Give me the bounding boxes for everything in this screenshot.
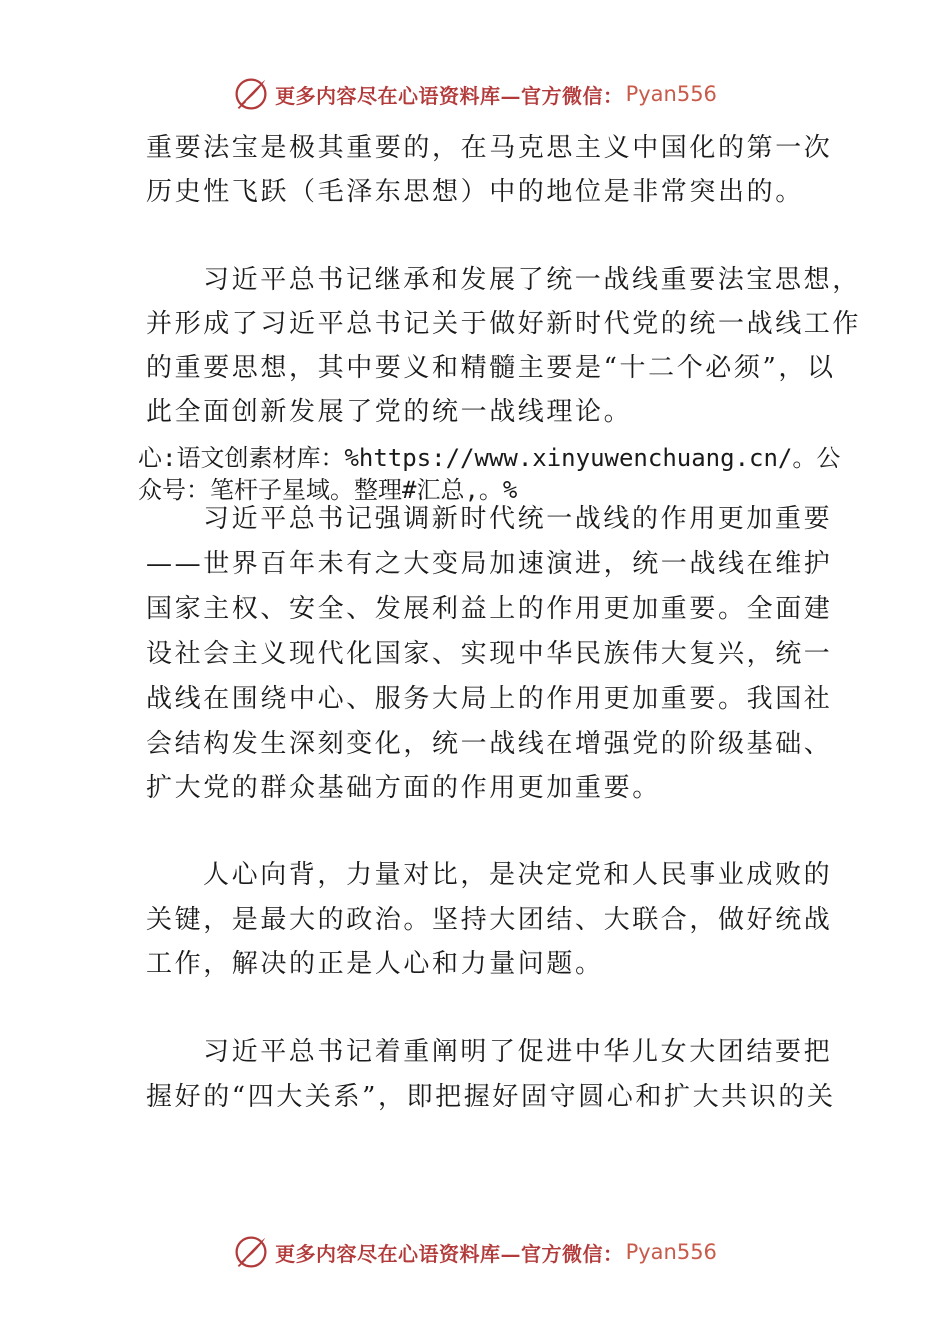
quill-logo-icon [233,1234,269,1270]
header-banner-text: 更多内容尽在心语资料库—官方微信： [275,83,624,108]
p5-line-1: 习近平总书记着重阐明了促进中华儿女大团结要把 [203,1037,833,1067]
p3-line-7: 扩大党的群众基础方面的作用更加重要。 [146,773,661,803]
footer-wechat-id: Pyan556 [625,1240,717,1264]
p3-line-4: 设社会主义现代化国家、实现中华民族伟大复兴，统一 [146,639,833,669]
p2-line-1: 习近平总书记继承和发展了统一战线重要法宝思想， [203,265,861,295]
p3-line-6: 会结构发生深刻变化，统一战线在增强党的阶级基础、 [146,729,833,759]
p2-line-3: 的重要思想，其中要义和精髓主要是“十二个必须”，以 [146,353,836,383]
p1-line-2: 历史性飞跃（毛泽东思想）中的地位是非常突出的。 [146,177,804,207]
watermark-line-1: 心:语文创素材库：%https://www.xinyuwenchuang.cn/。公 [138,444,841,472]
header-banner [0,74,950,114]
footer-banner-text: 更多内容尽在心语资料库—官方微信： [275,1241,624,1266]
quill-logo-icon [233,76,269,112]
p2-line-2: 并形成了习近平总书记关于做好新时代党的统一战线工作 [146,309,862,339]
header-wechat-id: Pyan556 [625,82,717,106]
p4-line-1: 人心向背，力量对比，是决定党和人民事业成败的 [203,860,833,890]
p1-line-1: 重要法宝是极其重要的，在马克思主义中国化的第一次 [146,133,833,163]
watermark-line-2: 众号：笔杆子星域。整理#汇总,。% [138,476,518,504]
p5-line-2: 握好的“四大关系”，即把握好固守圆心和扩大共识的关 [146,1082,836,1112]
footer-banner [0,1232,950,1272]
p3-line-5: 战线在围绕中心、服务大局上的作用更加重要。我国社 [146,684,833,714]
p4-line-2: 关键，是最大的政治。坚持大团结、大联合，做好统战 [146,905,833,935]
p3-line-1: 习近平总书记强调新时代统一战线的作用更加重要 [203,504,833,534]
p4-line-3: 工作，解决的正是人心和力量问题。 [146,949,604,979]
p3-line-3: 国家主权、安全、发展利益上的作用更加重要。全面建 [146,594,833,624]
p3-line-2: ——世界百年未有之大变局加速演进，统一战线在维护 [146,549,833,579]
p2-line-4: 此全面创新发展了党的统一战线理论。 [146,397,633,427]
